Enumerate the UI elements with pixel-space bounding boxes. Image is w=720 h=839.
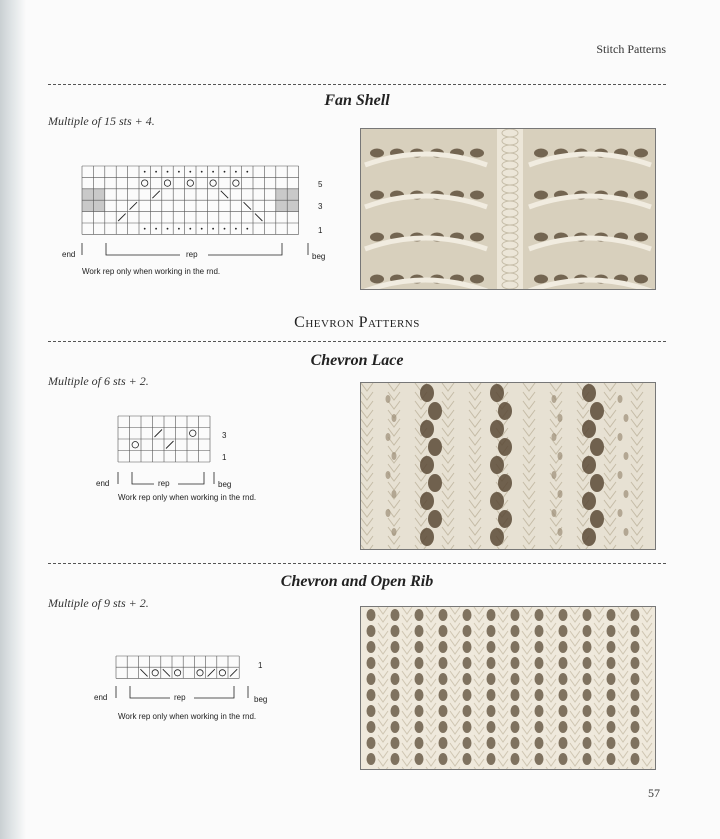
eyelet bbox=[559, 721, 568, 733]
eyelet bbox=[367, 705, 376, 717]
shaded-cell bbox=[276, 189, 287, 200]
eyelet bbox=[463, 673, 472, 685]
shaded-cell bbox=[93, 200, 104, 211]
eyelet bbox=[463, 705, 472, 717]
eyelet bbox=[470, 149, 484, 158]
eyelet bbox=[511, 641, 520, 653]
purl-symbol bbox=[178, 228, 180, 230]
row-label: 5 bbox=[318, 180, 323, 189]
k2tog-symbol bbox=[166, 441, 174, 449]
eyelet bbox=[439, 737, 448, 749]
yo-symbol bbox=[233, 180, 239, 186]
shaded-cell bbox=[93, 189, 104, 200]
eyelet bbox=[370, 233, 384, 242]
shaded-cell bbox=[82, 200, 93, 211]
multiple-text: Multiple of 6 sts + 2. bbox=[48, 374, 149, 388]
eyelet bbox=[420, 492, 434, 510]
small-eyelet bbox=[552, 471, 557, 479]
eyelet bbox=[391, 657, 400, 669]
eyelet bbox=[559, 657, 568, 669]
eyelet bbox=[607, 753, 616, 765]
eyelet bbox=[470, 191, 484, 200]
eyelet bbox=[367, 609, 376, 621]
eyelet bbox=[582, 492, 596, 510]
stitch-chart-fan-shell bbox=[62, 160, 352, 265]
section-divider bbox=[48, 84, 666, 85]
purl-symbol bbox=[189, 171, 191, 173]
eyelet bbox=[631, 721, 640, 733]
purl-symbol bbox=[212, 228, 214, 230]
eyelet bbox=[391, 737, 400, 749]
chart-grid bbox=[116, 656, 239, 678]
yo-symbol bbox=[152, 670, 158, 676]
ssk-symbol bbox=[221, 191, 228, 198]
eyelet bbox=[534, 233, 548, 242]
eyelet bbox=[511, 657, 520, 669]
eyelet bbox=[463, 721, 472, 733]
eyelet bbox=[415, 753, 424, 765]
eyelet bbox=[439, 705, 448, 717]
rep-bracket bbox=[194, 686, 234, 698]
eyelet bbox=[367, 625, 376, 637]
eyelet bbox=[511, 737, 520, 749]
k2tog-symbol bbox=[155, 430, 163, 438]
purl-symbol bbox=[246, 171, 248, 173]
eyelet bbox=[607, 609, 616, 621]
small-eyelet bbox=[392, 528, 397, 536]
eyelet bbox=[439, 609, 448, 621]
eyelet bbox=[582, 456, 596, 474]
eyelet bbox=[498, 510, 512, 528]
small-eyelet bbox=[618, 509, 623, 517]
eyelet bbox=[583, 657, 592, 669]
end-label: end bbox=[62, 250, 76, 259]
eyelet bbox=[487, 721, 496, 733]
eyelet bbox=[487, 609, 496, 621]
small-eyelet bbox=[392, 452, 397, 460]
eyelet bbox=[590, 510, 604, 528]
eyelet bbox=[631, 641, 640, 653]
eyelet bbox=[439, 625, 448, 637]
yo-symbol bbox=[190, 430, 196, 436]
eyelet bbox=[415, 737, 424, 749]
eyelet bbox=[511, 721, 520, 733]
section-divider bbox=[48, 563, 666, 564]
eyelet bbox=[391, 625, 400, 637]
section-title-fan-shell: Fan Shell bbox=[324, 92, 390, 109]
shaded-cell bbox=[287, 189, 298, 200]
purl-symbol bbox=[224, 228, 226, 230]
eyelet bbox=[420, 384, 434, 402]
chevron-open-rib-swatch-photo bbox=[360, 606, 656, 770]
eyelet bbox=[583, 753, 592, 765]
eyelet bbox=[631, 625, 640, 637]
eyelet bbox=[367, 689, 376, 701]
row-label: 1 bbox=[258, 661, 263, 670]
running-head: Stitch Patterns bbox=[596, 42, 666, 56]
page-number: 57 bbox=[648, 786, 660, 800]
chevron-lace-swatch-photo bbox=[360, 382, 656, 550]
eyelet bbox=[428, 438, 442, 456]
multiple-text: Multiple of 9 sts + 2. bbox=[48, 596, 149, 610]
eyelet bbox=[370, 275, 384, 284]
purl-symbol bbox=[167, 228, 169, 230]
multiple-text: Multiple of 15 sts + 4. bbox=[48, 114, 155, 128]
yo-symbol bbox=[187, 180, 193, 186]
row-label: 3 bbox=[318, 202, 323, 211]
eyelet bbox=[415, 689, 424, 701]
beg-label: beg bbox=[312, 252, 326, 261]
small-eyelet bbox=[618, 395, 623, 403]
eyelet bbox=[428, 474, 442, 492]
eyelet bbox=[535, 657, 544, 669]
eyelet bbox=[391, 721, 400, 733]
small-eyelet bbox=[624, 490, 629, 498]
knit-texture bbox=[361, 129, 655, 289]
end-label: end bbox=[96, 479, 110, 488]
small-eyelet bbox=[386, 395, 391, 403]
eyelet bbox=[607, 641, 616, 653]
purl-symbol bbox=[155, 228, 157, 230]
eyelet bbox=[631, 705, 640, 717]
eyelet bbox=[370, 191, 384, 200]
small-eyelet bbox=[392, 490, 397, 498]
chart-note: Work rep only when working in the rnd. bbox=[118, 493, 257, 502]
eyelet bbox=[428, 510, 442, 528]
eyelet bbox=[463, 753, 472, 765]
eyelet bbox=[415, 705, 424, 717]
eyelet bbox=[583, 625, 592, 637]
shaded-cell bbox=[287, 200, 298, 211]
small-eyelet bbox=[386, 509, 391, 517]
small-eyelet bbox=[558, 490, 563, 498]
eyelet bbox=[634, 275, 648, 284]
eyelet bbox=[535, 689, 544, 701]
purl-symbol bbox=[144, 171, 146, 173]
eyelet bbox=[391, 609, 400, 621]
yo-symbol bbox=[210, 180, 216, 186]
eyelet bbox=[470, 233, 484, 242]
rep-bracket bbox=[132, 472, 154, 484]
eyelet bbox=[511, 673, 520, 685]
eyelet bbox=[428, 402, 442, 420]
eyelet bbox=[391, 705, 400, 717]
eyelet bbox=[439, 673, 448, 685]
eyelet bbox=[490, 384, 504, 402]
eyelet bbox=[463, 689, 472, 701]
section-title-chevron-open-rib: Chevron and Open Rib bbox=[280, 573, 434, 590]
eyelet bbox=[439, 641, 448, 653]
eyelet bbox=[470, 275, 484, 284]
eyelet bbox=[607, 737, 616, 749]
eyelet bbox=[498, 474, 512, 492]
ssk-symbol bbox=[163, 669, 170, 676]
eyelet bbox=[487, 641, 496, 653]
eyelet bbox=[415, 657, 424, 669]
eyelet bbox=[535, 737, 544, 749]
small-eyelet bbox=[392, 414, 397, 422]
purl-symbol bbox=[235, 171, 237, 173]
eyelet bbox=[582, 384, 596, 402]
end-label: end bbox=[94, 693, 108, 702]
eyelet bbox=[463, 641, 472, 653]
eyelet bbox=[631, 689, 640, 701]
eyelet bbox=[583, 609, 592, 621]
stitch-chart-chevron-lace bbox=[92, 414, 252, 494]
eyelet bbox=[498, 438, 512, 456]
shaded-cell bbox=[276, 200, 287, 211]
eyelet bbox=[583, 689, 592, 701]
small-eyelet bbox=[386, 433, 391, 441]
section-divider bbox=[48, 341, 666, 342]
eyelet bbox=[420, 420, 434, 438]
eyelet bbox=[391, 673, 400, 685]
eyelet bbox=[590, 438, 604, 456]
fan-shell-swatch-photo bbox=[360, 128, 656, 290]
eyelet bbox=[590, 402, 604, 420]
eyelet bbox=[634, 191, 648, 200]
eyelet bbox=[631, 657, 640, 669]
yo-symbol bbox=[164, 180, 170, 186]
eyelet bbox=[415, 673, 424, 685]
eyelet bbox=[634, 149, 648, 158]
purl-symbol bbox=[246, 228, 248, 230]
small-eyelet bbox=[552, 395, 557, 403]
eyelet bbox=[490, 456, 504, 474]
rep-bracket bbox=[106, 243, 180, 255]
eyelet bbox=[534, 191, 548, 200]
eyelet bbox=[367, 737, 376, 749]
eyelet bbox=[559, 689, 568, 701]
eyelet bbox=[535, 705, 544, 717]
eyelet bbox=[463, 737, 472, 749]
eyelet bbox=[583, 721, 592, 733]
section-title-chevron-lace: Chevron Lace bbox=[310, 352, 404, 369]
eyelet bbox=[634, 233, 648, 242]
eyelet bbox=[631, 753, 640, 765]
eyelet bbox=[463, 609, 472, 621]
eyelet bbox=[631, 737, 640, 749]
eyelet bbox=[487, 625, 496, 637]
eyelet bbox=[559, 673, 568, 685]
eyelet bbox=[487, 657, 496, 669]
knit-texture bbox=[361, 383, 655, 549]
eyelet bbox=[559, 737, 568, 749]
eyelet bbox=[439, 753, 448, 765]
purl-symbol bbox=[144, 228, 146, 230]
eyelet bbox=[487, 753, 496, 765]
eyelet bbox=[391, 641, 400, 653]
knit-texture bbox=[361, 607, 655, 769]
small-eyelet bbox=[618, 433, 623, 441]
rep-label: rep bbox=[174, 693, 186, 702]
eyelet bbox=[391, 753, 400, 765]
eyelet bbox=[607, 673, 616, 685]
eyelet bbox=[463, 625, 472, 637]
chart-note: Work rep only when working in the rnd. bbox=[118, 712, 257, 721]
eyelet bbox=[631, 673, 640, 685]
eyelet bbox=[607, 705, 616, 717]
k2tog-symbol bbox=[208, 669, 215, 676]
small-eyelet bbox=[552, 433, 557, 441]
eyelet bbox=[367, 641, 376, 653]
eyelet bbox=[559, 609, 568, 621]
eyelet bbox=[490, 528, 504, 546]
purl-symbol bbox=[201, 171, 203, 173]
purl-symbol bbox=[155, 171, 157, 173]
yo-symbol bbox=[132, 442, 138, 448]
eyelet bbox=[607, 689, 616, 701]
eyelet bbox=[420, 456, 434, 474]
yo-symbol bbox=[142, 180, 148, 186]
row-label: 1 bbox=[318, 226, 323, 235]
row-label: 1 bbox=[222, 453, 227, 462]
eyelet bbox=[559, 753, 568, 765]
eyelet bbox=[439, 721, 448, 733]
eyelet bbox=[511, 689, 520, 701]
stitch-chart-chevron-open-rib bbox=[92, 654, 282, 709]
eyelet bbox=[583, 705, 592, 717]
small-eyelet bbox=[558, 528, 563, 536]
purl-symbol bbox=[212, 171, 214, 173]
eyelet bbox=[559, 625, 568, 637]
eyelet bbox=[498, 402, 512, 420]
eyelet bbox=[439, 689, 448, 701]
eyelet bbox=[590, 474, 604, 492]
small-eyelet bbox=[618, 471, 623, 479]
k2tog-symbol bbox=[130, 202, 137, 209]
eyelet bbox=[583, 737, 592, 749]
eyelet bbox=[415, 721, 424, 733]
eyelet bbox=[559, 705, 568, 717]
ssk-symbol bbox=[244, 202, 251, 209]
eyelet bbox=[534, 149, 548, 158]
eyelet bbox=[607, 657, 616, 669]
yo-symbol bbox=[219, 670, 225, 676]
beg-label: beg bbox=[218, 480, 232, 489]
eyelet bbox=[535, 721, 544, 733]
eyelet bbox=[487, 673, 496, 685]
eyelet bbox=[367, 753, 376, 765]
yo-symbol bbox=[197, 670, 203, 676]
eyelet bbox=[582, 528, 596, 546]
eyelet bbox=[607, 721, 616, 733]
eyelet bbox=[631, 609, 640, 621]
eyelet bbox=[367, 657, 376, 669]
eyelet bbox=[439, 657, 448, 669]
ssk-symbol bbox=[255, 214, 262, 221]
eyelet bbox=[487, 737, 496, 749]
purl-symbol bbox=[201, 228, 203, 230]
k2tog-symbol bbox=[230, 669, 237, 676]
small-eyelet bbox=[558, 452, 563, 460]
small-eyelet bbox=[552, 509, 557, 517]
shaded-cell bbox=[82, 189, 93, 200]
eyelet bbox=[511, 609, 520, 621]
k2tog-symbol bbox=[118, 214, 125, 221]
eyelet bbox=[535, 625, 544, 637]
eyelet bbox=[583, 641, 592, 653]
eyelet bbox=[535, 753, 544, 765]
eyelet bbox=[511, 705, 520, 717]
chart-grid bbox=[82, 166, 299, 234]
eyelet bbox=[367, 673, 376, 685]
rep-label: rep bbox=[158, 479, 170, 488]
yo-symbol bbox=[174, 670, 180, 676]
eyelet bbox=[367, 721, 376, 733]
eyelet bbox=[583, 673, 592, 685]
eyelet bbox=[534, 275, 548, 284]
eyelet bbox=[511, 625, 520, 637]
eyelet bbox=[535, 641, 544, 653]
small-eyelet bbox=[624, 414, 629, 422]
small-eyelet bbox=[624, 528, 629, 536]
purl-symbol bbox=[224, 171, 226, 173]
eyelet bbox=[535, 609, 544, 621]
small-eyelet bbox=[624, 452, 629, 460]
eyelet bbox=[415, 609, 424, 621]
ssk-symbol bbox=[140, 669, 147, 676]
purl-symbol bbox=[167, 171, 169, 173]
row-label: 3 bbox=[222, 431, 227, 440]
eyelet bbox=[391, 689, 400, 701]
k2tog-symbol bbox=[152, 191, 159, 198]
rep-label: rep bbox=[186, 250, 198, 259]
eyelet bbox=[511, 753, 520, 765]
chart-note: Work rep only when working in the rnd. bbox=[82, 267, 221, 276]
eyelet bbox=[415, 625, 424, 637]
chapter-title: Chevron Patterns bbox=[294, 314, 420, 331]
eyelet bbox=[582, 420, 596, 438]
beg-label: beg bbox=[254, 695, 268, 704]
rep-bracket bbox=[208, 243, 282, 255]
eyelet bbox=[463, 657, 472, 669]
eyelet bbox=[370, 149, 384, 158]
eyelet bbox=[535, 673, 544, 685]
rep-bracket bbox=[178, 472, 204, 484]
purl-symbol bbox=[235, 228, 237, 230]
eyelet bbox=[415, 641, 424, 653]
rep-bracket bbox=[130, 686, 170, 698]
chart-grid bbox=[118, 416, 210, 462]
eyelet bbox=[487, 705, 496, 717]
eyelet bbox=[490, 420, 504, 438]
eyelet bbox=[420, 528, 434, 546]
page-binding-shadow bbox=[0, 0, 26, 839]
eyelet bbox=[559, 641, 568, 653]
small-eyelet bbox=[558, 414, 563, 422]
eyelet bbox=[490, 492, 504, 510]
purl-symbol bbox=[178, 171, 180, 173]
purl-symbol bbox=[189, 228, 191, 230]
eyelet bbox=[487, 689, 496, 701]
eyelet bbox=[607, 625, 616, 637]
small-eyelet bbox=[386, 471, 391, 479]
